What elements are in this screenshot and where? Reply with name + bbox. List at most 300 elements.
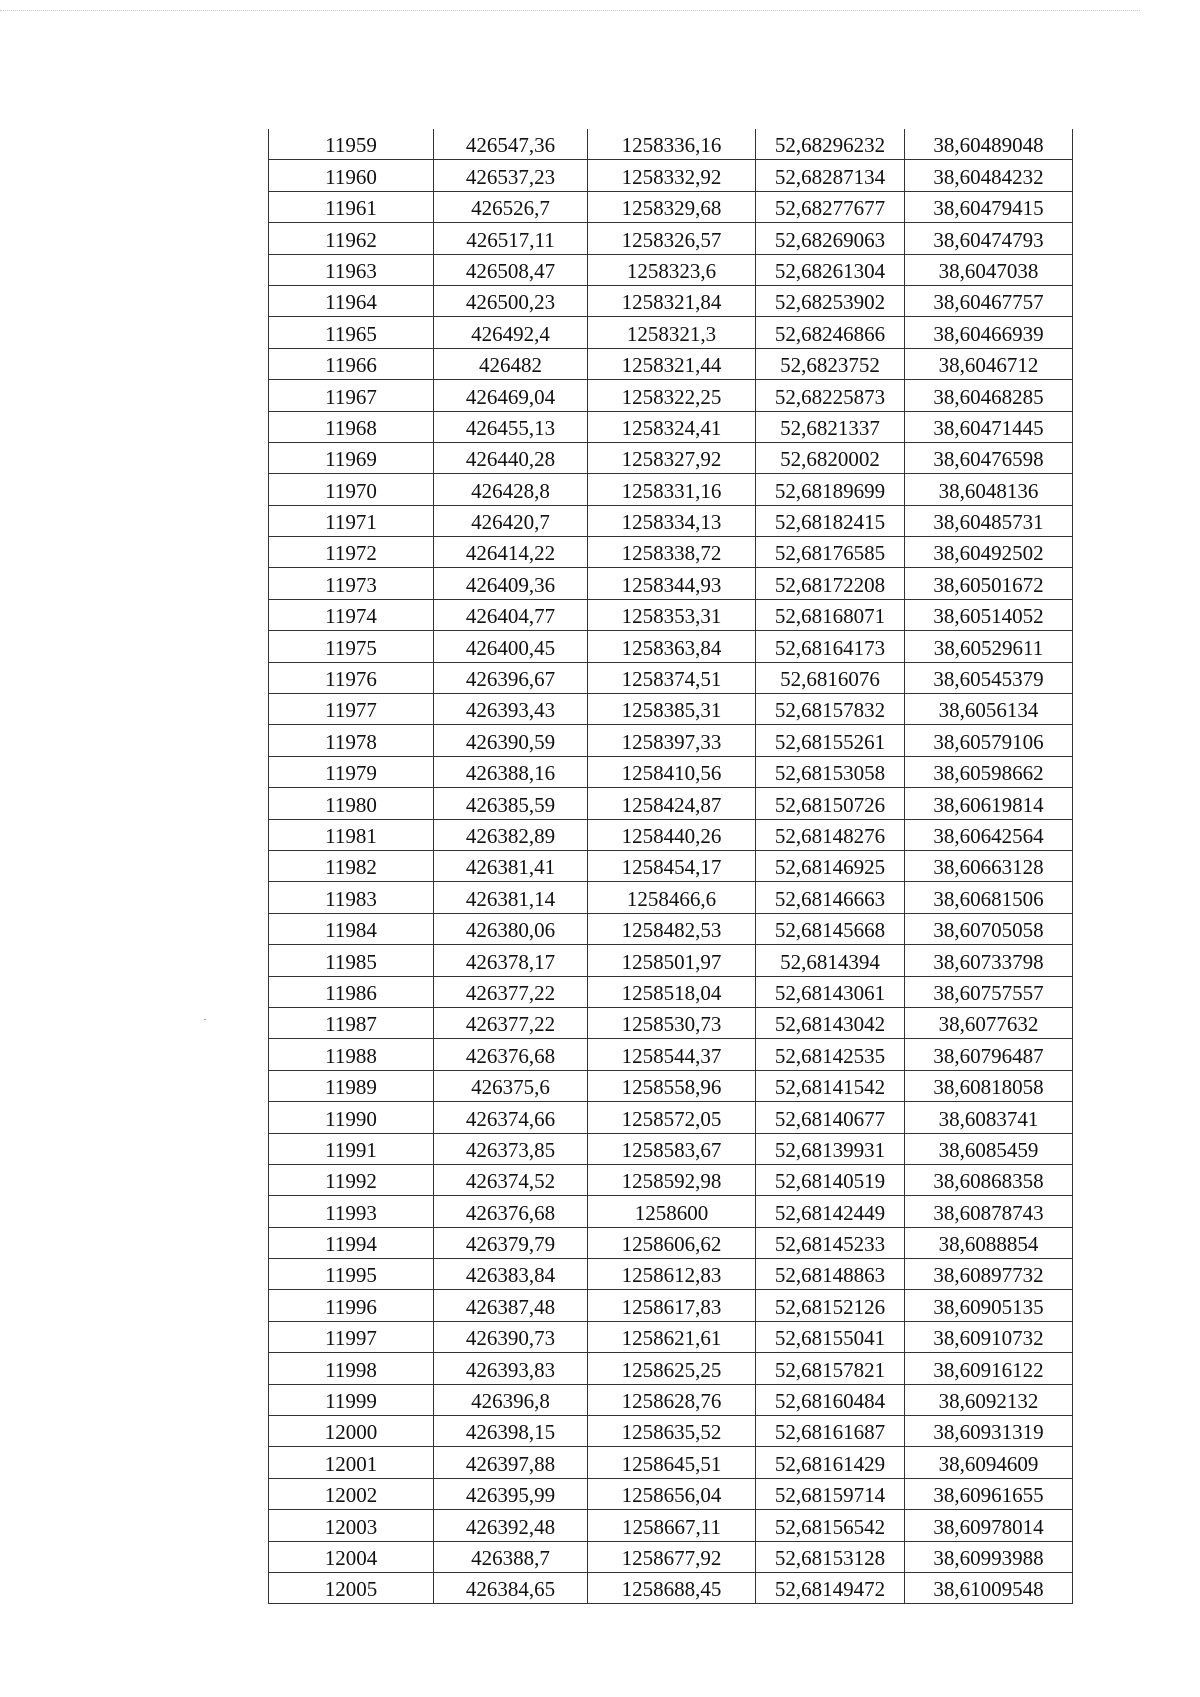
y-coordinate-cell bbox=[588, 380, 756, 411]
cell-text: 52,68168071 bbox=[774, 604, 886, 629]
cell-text: 11982 bbox=[325, 855, 377, 880]
latitude-cell bbox=[756, 1102, 905, 1133]
table-row bbox=[269, 380, 1073, 411]
cell-text: 38,60479415 bbox=[933, 196, 1044, 221]
scan-speck bbox=[204, 1019, 206, 1020]
longitude-cell bbox=[905, 599, 1073, 630]
table-row bbox=[269, 160, 1073, 191]
longitude-cell bbox=[905, 788, 1073, 819]
cell-text: 426380,06 bbox=[465, 918, 556, 943]
point-number-cell bbox=[269, 1353, 434, 1384]
longitude-cell bbox=[905, 1290, 1073, 1321]
latitude-cell bbox=[756, 1572, 905, 1603]
latitude-cell bbox=[756, 1447, 905, 1478]
point-number-cell bbox=[269, 1133, 434, 1164]
cell-text: 38,6047038 bbox=[938, 258, 1039, 283]
latitude-cell bbox=[756, 317, 905, 348]
cell-text: 426390,73 bbox=[465, 1326, 556, 1351]
cell-text: 1258688,45 bbox=[621, 1577, 722, 1602]
longitude-cell bbox=[905, 756, 1073, 787]
point-number-cell bbox=[269, 913, 434, 944]
cell-text: 11998 bbox=[325, 1357, 377, 1382]
y-coordinate-cell bbox=[588, 1510, 756, 1541]
y-coordinate-cell bbox=[588, 191, 756, 222]
longitude-cell bbox=[905, 1227, 1073, 1258]
cell-text: 426381,41 bbox=[465, 855, 556, 880]
cell-text: 52,68156542 bbox=[774, 1514, 886, 1539]
x-coordinate-cell bbox=[434, 599, 588, 630]
point-number-cell bbox=[269, 474, 434, 505]
cell-text: 38,60818058 bbox=[933, 1075, 1044, 1100]
y-coordinate-cell bbox=[588, 1541, 756, 1572]
cell-text: 426517,11 bbox=[466, 227, 555, 252]
y-coordinate-cell bbox=[588, 945, 756, 976]
cell-text: 1258321,3 bbox=[626, 321, 717, 346]
cell-text: 52,68145233 bbox=[774, 1232, 886, 1257]
longitude-cell bbox=[905, 819, 1073, 850]
table-row bbox=[269, 1007, 1073, 1038]
cell-text: 38,60868358 bbox=[933, 1169, 1044, 1194]
cell-text: 38,60681506 bbox=[933, 886, 1044, 911]
y-coordinate-cell bbox=[588, 1478, 756, 1509]
point-number-cell bbox=[269, 945, 434, 976]
cell-text: 12000 bbox=[324, 1420, 378, 1445]
cell-text: 426377,22 bbox=[465, 1012, 556, 1037]
table-row bbox=[269, 788, 1073, 819]
y-coordinate-cell bbox=[588, 1070, 756, 1101]
cell-text: 11962 bbox=[325, 227, 377, 252]
latitude-cell bbox=[756, 976, 905, 1007]
cell-text: 52,68143061 bbox=[774, 980, 886, 1005]
cell-text: 11985 bbox=[325, 949, 377, 974]
cell-text: 426428,8 bbox=[471, 478, 550, 503]
cell-text: 11978 bbox=[325, 729, 377, 754]
x-coordinate-cell bbox=[434, 568, 588, 599]
cell-text: 38,61009548 bbox=[933, 1577, 1044, 1602]
x-coordinate-cell bbox=[434, 1227, 588, 1258]
latitude-cell bbox=[756, 1416, 905, 1447]
y-coordinate-cell bbox=[588, 1384, 756, 1415]
y-coordinate-cell bbox=[588, 1290, 756, 1321]
cell-text: 426385,59 bbox=[465, 792, 556, 817]
coordinates-table bbox=[268, 129, 1073, 1604]
point-number-cell bbox=[269, 442, 434, 473]
longitude-cell bbox=[905, 882, 1073, 913]
y-coordinate-cell bbox=[588, 505, 756, 536]
x-coordinate-cell bbox=[434, 380, 588, 411]
table-row bbox=[269, 756, 1073, 787]
point-number-cell bbox=[269, 223, 434, 254]
point-number-cell bbox=[269, 285, 434, 316]
cell-text: 1258482,53 bbox=[621, 918, 722, 943]
coordinates-table-container bbox=[268, 129, 1072, 1604]
cell-text: 1258323,6 bbox=[626, 258, 717, 283]
cell-text: 38,60471445 bbox=[933, 415, 1044, 440]
cell-text: 11970 bbox=[325, 478, 377, 503]
cell-text: 11975 bbox=[325, 635, 377, 660]
y-coordinate-cell bbox=[588, 348, 756, 379]
x-coordinate-cell bbox=[434, 1070, 588, 1101]
cell-text: 11960 bbox=[325, 164, 377, 189]
point-number-cell bbox=[269, 1572, 434, 1603]
cell-text: 426377,22 bbox=[465, 980, 556, 1005]
cell-text: 38,60579106 bbox=[933, 729, 1044, 754]
latitude-cell bbox=[756, 662, 905, 693]
table-row bbox=[269, 1039, 1073, 1070]
x-coordinate-cell bbox=[434, 819, 588, 850]
table-row bbox=[269, 285, 1073, 316]
cell-text: 38,6048136 bbox=[938, 478, 1039, 503]
longitude-cell bbox=[905, 631, 1073, 662]
cell-text: 1258583,67 bbox=[621, 1137, 722, 1162]
longitude-cell bbox=[905, 1133, 1073, 1164]
cell-text: 38,60961655 bbox=[933, 1483, 1044, 1508]
cell-text: 1258336,16 bbox=[621, 133, 722, 158]
cell-text: 11995 bbox=[325, 1263, 377, 1288]
point-number-cell bbox=[269, 599, 434, 630]
cell-text: 426396,8 bbox=[471, 1389, 550, 1414]
cell-text: 11968 bbox=[325, 415, 377, 440]
latitude-cell bbox=[756, 129, 905, 160]
point-number-cell bbox=[269, 1447, 434, 1478]
longitude-cell bbox=[905, 1416, 1073, 1447]
cell-text: 426508,47 bbox=[465, 258, 556, 283]
cell-text: 11966 bbox=[325, 353, 377, 378]
cell-text: 1258334,13 bbox=[621, 510, 722, 535]
x-coordinate-cell bbox=[434, 537, 588, 568]
point-number-cell bbox=[269, 725, 434, 756]
longitude-cell bbox=[905, 1384, 1073, 1415]
cell-text: 11974 bbox=[325, 604, 377, 629]
longitude-cell bbox=[905, 1447, 1073, 1478]
cell-text: 1258625,25 bbox=[621, 1357, 722, 1382]
table-row bbox=[269, 537, 1073, 568]
table-row bbox=[269, 223, 1073, 254]
point-number-cell bbox=[269, 1416, 434, 1447]
cell-text: 11979 bbox=[325, 761, 377, 786]
latitude-cell bbox=[756, 1227, 905, 1258]
longitude-cell bbox=[905, 568, 1073, 599]
latitude-cell bbox=[756, 1541, 905, 1572]
longitude-cell bbox=[905, 1164, 1073, 1195]
longitude-cell bbox=[905, 1007, 1073, 1038]
cell-text: 11976 bbox=[325, 667, 377, 692]
point-number-cell bbox=[269, 788, 434, 819]
latitude-cell bbox=[756, 537, 905, 568]
cell-text: 38,60897732 bbox=[933, 1263, 1044, 1288]
table-row bbox=[269, 1321, 1073, 1352]
x-coordinate-cell bbox=[434, 913, 588, 944]
cell-text: 426469,04 bbox=[465, 384, 556, 409]
cell-text: 38,60529611 bbox=[933, 635, 1044, 660]
cell-text: 11993 bbox=[325, 1200, 377, 1225]
x-coordinate-cell bbox=[434, 1447, 588, 1478]
cell-text: 426376,68 bbox=[465, 1200, 556, 1225]
cell-text: 426373,85 bbox=[465, 1137, 556, 1162]
latitude-cell bbox=[756, 1164, 905, 1195]
y-coordinate-cell bbox=[588, 1259, 756, 1290]
latitude-cell bbox=[756, 223, 905, 254]
cell-text: 11990 bbox=[325, 1106, 377, 1131]
longitude-cell bbox=[905, 662, 1073, 693]
latitude-cell bbox=[756, 380, 905, 411]
cell-text: 52,68146925 bbox=[774, 855, 886, 880]
longitude-cell bbox=[905, 1039, 1073, 1070]
cell-text: 12002 bbox=[324, 1483, 378, 1508]
x-coordinate-cell bbox=[434, 1164, 588, 1195]
cell-text: 11999 bbox=[325, 1389, 377, 1414]
y-coordinate-cell bbox=[588, 913, 756, 944]
cell-text: 52,68146663 bbox=[774, 886, 886, 911]
latitude-cell bbox=[756, 882, 905, 913]
cell-text: 1258501,97 bbox=[621, 949, 722, 974]
point-number-cell bbox=[269, 129, 434, 160]
cell-text: 11983 bbox=[325, 886, 377, 911]
latitude-cell bbox=[756, 254, 905, 285]
x-coordinate-cell bbox=[434, 976, 588, 1007]
cell-text: 38,60910732 bbox=[933, 1326, 1044, 1351]
longitude-cell bbox=[905, 1541, 1073, 1572]
cell-text: 52,68139931 bbox=[774, 1137, 886, 1162]
cell-text: 52,68157821 bbox=[774, 1357, 886, 1382]
table-row bbox=[269, 1290, 1073, 1321]
longitude-cell bbox=[905, 160, 1073, 191]
x-coordinate-cell bbox=[434, 662, 588, 693]
point-number-cell bbox=[269, 1070, 434, 1101]
cell-text: 11989 bbox=[325, 1075, 377, 1100]
table-row bbox=[269, 1070, 1073, 1101]
latitude-cell bbox=[756, 694, 905, 725]
cell-text: 52,68153128 bbox=[774, 1545, 886, 1570]
latitude-cell bbox=[756, 505, 905, 536]
x-coordinate-cell bbox=[434, 254, 588, 285]
longitude-cell bbox=[905, 191, 1073, 222]
cell-text: 426390,59 bbox=[465, 729, 556, 754]
longitude-cell bbox=[905, 411, 1073, 442]
y-coordinate-cell bbox=[588, 882, 756, 913]
y-coordinate-cell bbox=[588, 129, 756, 160]
table-row bbox=[269, 631, 1073, 662]
longitude-cell bbox=[905, 725, 1073, 756]
cell-text: 426395,99 bbox=[465, 1483, 556, 1508]
point-number-cell bbox=[269, 1478, 434, 1509]
y-coordinate-cell bbox=[588, 1196, 756, 1227]
table-row bbox=[269, 1478, 1073, 1509]
table-row bbox=[269, 725, 1073, 756]
cell-text: 38,6046712 bbox=[938, 353, 1039, 378]
cell-text: 52,6823752 bbox=[780, 353, 880, 378]
cell-text: 426374,66 bbox=[465, 1106, 556, 1131]
cell-text: 52,68161687 bbox=[774, 1420, 886, 1445]
y-coordinate-cell bbox=[588, 1447, 756, 1478]
cell-text: 426374,52 bbox=[465, 1169, 556, 1194]
x-coordinate-cell bbox=[434, 1102, 588, 1133]
latitude-cell bbox=[756, 411, 905, 442]
cell-text: 426378,17 bbox=[465, 949, 556, 974]
x-coordinate-cell bbox=[434, 1321, 588, 1352]
table-row bbox=[269, 945, 1073, 976]
cell-text: 38,60905135 bbox=[933, 1294, 1044, 1319]
point-number-cell bbox=[269, 411, 434, 442]
table-row bbox=[269, 1164, 1073, 1195]
cell-text: 38,60663128 bbox=[933, 855, 1044, 880]
y-coordinate-cell bbox=[588, 285, 756, 316]
x-coordinate-cell bbox=[434, 1039, 588, 1070]
latitude-cell bbox=[756, 725, 905, 756]
x-coordinate-cell bbox=[434, 1353, 588, 1384]
cell-text: 52,68145668 bbox=[774, 918, 886, 943]
cell-text: 38,60466939 bbox=[933, 321, 1044, 346]
cell-text: 52,68157832 bbox=[774, 698, 886, 723]
cell-text: 426482 bbox=[479, 353, 542, 378]
y-coordinate-cell bbox=[588, 662, 756, 693]
cell-text: 1258321,84 bbox=[621, 290, 722, 315]
table-row bbox=[269, 662, 1073, 693]
longitude-cell bbox=[905, 317, 1073, 348]
cell-text: 52,68176585 bbox=[774, 541, 886, 566]
longitude-cell bbox=[905, 223, 1073, 254]
table-row bbox=[269, 1572, 1073, 1603]
longitude-cell bbox=[905, 694, 1073, 725]
point-number-cell bbox=[269, 694, 434, 725]
longitude-cell bbox=[905, 1321, 1073, 1352]
longitude-cell bbox=[905, 285, 1073, 316]
cell-text: 11965 bbox=[325, 321, 377, 346]
x-coordinate-cell bbox=[434, 1133, 588, 1164]
latitude-cell bbox=[756, 1290, 905, 1321]
point-number-cell bbox=[269, 568, 434, 599]
cell-text: 426409,36 bbox=[465, 572, 556, 597]
cell-text: 38,60796487 bbox=[933, 1043, 1044, 1068]
latitude-cell bbox=[756, 913, 905, 944]
table-row bbox=[269, 850, 1073, 881]
cell-text: 426396,67 bbox=[465, 667, 556, 692]
latitude-cell bbox=[756, 160, 905, 191]
cell-text: 12001 bbox=[324, 1451, 378, 1476]
cell-text: 52,68225873 bbox=[774, 384, 886, 409]
cell-text: 12003 bbox=[324, 1514, 378, 1539]
x-coordinate-cell bbox=[434, 348, 588, 379]
table-row bbox=[269, 599, 1073, 630]
cell-text: 11986 bbox=[325, 980, 377, 1005]
longitude-cell bbox=[905, 1070, 1073, 1101]
y-coordinate-cell bbox=[588, 442, 756, 473]
cell-text: 11997 bbox=[325, 1326, 377, 1351]
point-number-cell bbox=[269, 1227, 434, 1258]
cell-text: 426404,77 bbox=[465, 604, 556, 629]
cell-text: 1258338,72 bbox=[621, 541, 722, 566]
y-coordinate-cell bbox=[588, 223, 756, 254]
longitude-cell bbox=[905, 976, 1073, 1007]
cell-text: 1258327,92 bbox=[621, 447, 722, 472]
latitude-cell bbox=[756, 1196, 905, 1227]
table-row bbox=[269, 1196, 1073, 1227]
x-coordinate-cell bbox=[434, 474, 588, 505]
longitude-cell bbox=[905, 1510, 1073, 1541]
cell-text: 11981 bbox=[325, 823, 377, 848]
x-coordinate-cell bbox=[434, 160, 588, 191]
cell-text: 38,60467757 bbox=[933, 290, 1044, 315]
longitude-cell bbox=[905, 380, 1073, 411]
cell-text: 426440,28 bbox=[465, 447, 556, 472]
cell-text: 1258424,87 bbox=[621, 792, 722, 817]
y-coordinate-cell bbox=[588, 1133, 756, 1164]
x-coordinate-cell bbox=[434, 725, 588, 756]
cell-text: 52,68155041 bbox=[774, 1326, 886, 1351]
cell-text: 426387,48 bbox=[465, 1294, 556, 1319]
cell-text: 1258606,62 bbox=[621, 1232, 722, 1257]
cell-text: 38,60501672 bbox=[933, 572, 1044, 597]
y-coordinate-cell bbox=[588, 474, 756, 505]
cell-text: 426381,14 bbox=[465, 886, 556, 911]
longitude-cell bbox=[905, 1259, 1073, 1290]
cell-text: 38,60474793 bbox=[933, 227, 1044, 252]
cell-text: 52,68269063 bbox=[774, 227, 886, 252]
longitude-cell bbox=[905, 254, 1073, 285]
cell-text: 426388,7 bbox=[471, 1545, 550, 1570]
y-coordinate-cell bbox=[588, 1572, 756, 1603]
y-coordinate-cell bbox=[588, 1321, 756, 1352]
cell-text: 38,60619814 bbox=[933, 792, 1044, 817]
latitude-cell bbox=[756, 1133, 905, 1164]
cell-text: 11977 bbox=[325, 698, 377, 723]
x-coordinate-cell bbox=[434, 1259, 588, 1290]
cell-text: 38,60642564 bbox=[933, 823, 1044, 848]
point-number-cell bbox=[269, 1384, 434, 1415]
longitude-cell bbox=[905, 945, 1073, 976]
point-number-cell bbox=[269, 160, 434, 191]
cell-text: 52,68155261 bbox=[774, 729, 886, 754]
cell-text: 1258656,04 bbox=[621, 1483, 722, 1508]
cell-text: 11980 bbox=[325, 792, 377, 817]
cell-text: 1258645,51 bbox=[621, 1451, 722, 1476]
cell-text: 11992 bbox=[325, 1169, 377, 1194]
cell-text: 426492,4 bbox=[471, 321, 550, 346]
latitude-cell bbox=[756, 756, 905, 787]
cell-text: 52,68189699 bbox=[774, 478, 886, 503]
latitude-cell bbox=[756, 945, 905, 976]
y-coordinate-cell bbox=[588, 1007, 756, 1038]
cell-text: 11959 bbox=[325, 133, 377, 158]
table-row bbox=[269, 568, 1073, 599]
cell-text: 52,6814394 bbox=[780, 949, 880, 974]
cell-text: 52,68143042 bbox=[774, 1012, 886, 1037]
cell-text: 1258332,92 bbox=[621, 164, 722, 189]
cell-text: 1258454,17 bbox=[621, 855, 722, 880]
cell-text: 38,60545379 bbox=[933, 667, 1044, 692]
y-coordinate-cell bbox=[588, 537, 756, 568]
latitude-cell bbox=[756, 568, 905, 599]
cell-text: 11963 bbox=[325, 258, 377, 283]
latitude-cell bbox=[756, 1478, 905, 1509]
y-coordinate-cell bbox=[588, 568, 756, 599]
table-row bbox=[269, 1384, 1073, 1415]
y-coordinate-cell bbox=[588, 631, 756, 662]
cell-text: 1258558,96 bbox=[621, 1075, 722, 1100]
cell-text: 1258466,6 bbox=[626, 886, 717, 911]
cell-text: 52,68161429 bbox=[774, 1451, 886, 1476]
cell-text: 38,60489048 bbox=[933, 133, 1044, 158]
cell-text: 1258326,57 bbox=[621, 227, 722, 252]
cell-text: 1258667,11 bbox=[622, 1514, 721, 1539]
point-number-cell bbox=[269, 1290, 434, 1321]
cell-text: 38,60476598 bbox=[933, 447, 1044, 472]
cell-text: 426398,15 bbox=[465, 1420, 556, 1445]
cell-text: 1258592,98 bbox=[621, 1169, 722, 1194]
longitude-cell bbox=[905, 1102, 1073, 1133]
table-row bbox=[269, 913, 1073, 944]
longitude-cell bbox=[905, 1353, 1073, 1384]
